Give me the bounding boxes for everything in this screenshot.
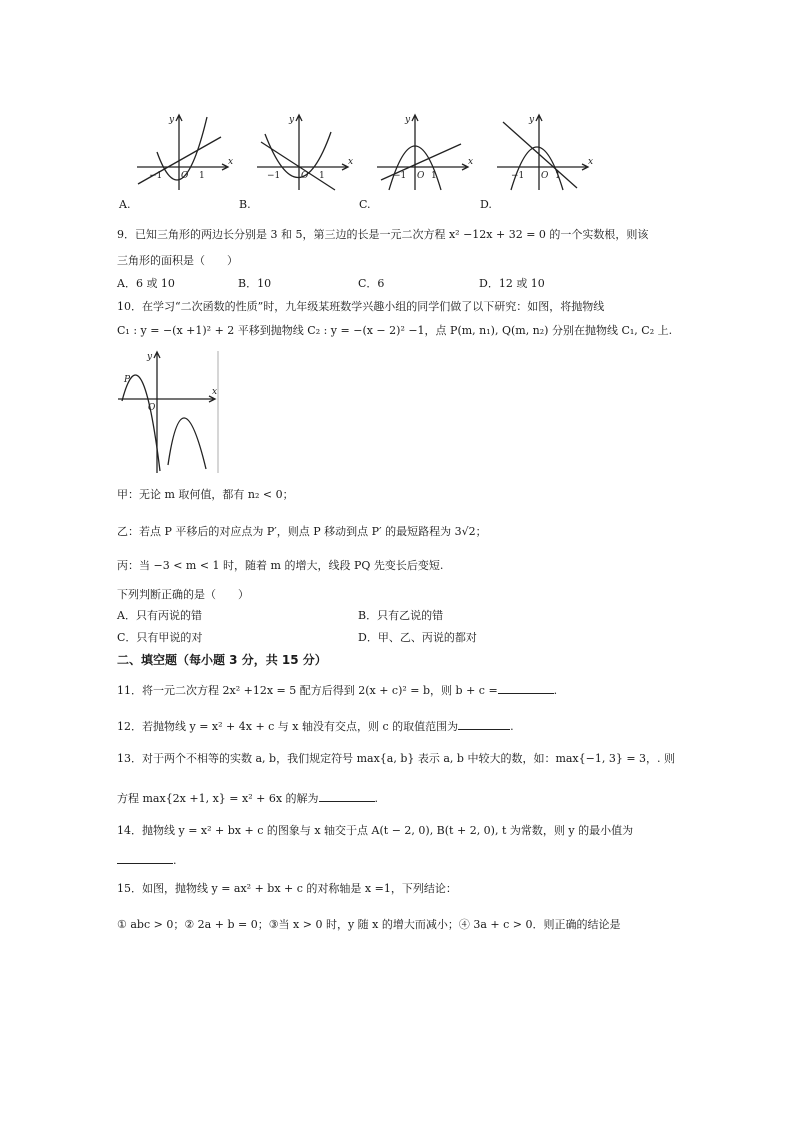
- q12-end: .: [510, 720, 514, 733]
- q11-answer-blank[interactable]: [498, 682, 554, 694]
- q13-text: 方程 max{2x +1, x} = x² + 6x 的解为: [117, 792, 319, 805]
- x-label: x: [212, 387, 218, 397]
- q8-option-c: C.: [359, 198, 371, 211]
- y-label: y: [405, 115, 411, 125]
- origin-label: O: [301, 171, 309, 181]
- q9-choice-b: B．10: [238, 277, 272, 290]
- q9-stem-line2: 三角形的面积是（ ）: [117, 254, 238, 267]
- q12: [117, 718, 514, 734]
- q10-choice-b: B．只有乙说的错: [358, 609, 444, 622]
- q13-answer-blank[interactable]: [319, 790, 375, 802]
- q11: [117, 682, 557, 698]
- graph-option-b: [255, 112, 355, 192]
- origin-label: O: [541, 171, 549, 181]
- parabola-c2: [168, 418, 206, 469]
- x-label: x: [588, 157, 594, 167]
- q10-graph: [116, 349, 220, 475]
- graph-option-c: [375, 112, 475, 192]
- q10-jia: 甲：无论 m 取何值，都有 n₂ < 0；: [117, 488, 294, 501]
- q8-option-b: B.: [239, 198, 251, 211]
- q10-choice-a: A．只有丙说的错: [117, 609, 202, 622]
- q12-answer-blank[interactable]: [458, 718, 510, 730]
- y-label: y: [169, 115, 175, 125]
- q13-line2: [117, 790, 378, 806]
- q8-option-a: A.: [119, 198, 131, 211]
- q15-line2: ① abc > 0；② 2a + b = 0；③当 x > 0 时，y 随 x 的增大而减小；④ 3a + c > 0．则正确的结论是: [117, 918, 621, 931]
- q10-choice-c: C．只有甲说的对: [117, 631, 203, 644]
- p-label: P: [124, 375, 131, 385]
- section-title: 二、填空题（每小题 3 分，共 15 分）: [117, 653, 327, 667]
- q13-line1: 13．对于两个不相等的实数 a, b，我们规定符号 max{a, b} 表示 a, b 中较大的数，如：max{−1, 3} = 3，. 则: [117, 752, 676, 765]
- q10-question: 下列判断正确的是（ ）: [117, 588, 249, 601]
- q11-end: .: [553, 684, 558, 697]
- y-label: y: [147, 352, 153, 362]
- x-label: x: [468, 157, 474, 167]
- q10-stem-line2: C₁ : y = −(x +1)² + 2 平移到抛物线 C₂ : y = −(x − 2)² −1，点 P(m, n₁), Q(m, n₂) 分别在抛物线 C₁, C₂ 上.: [117, 324, 673, 337]
- q14-line1: 14．抛物线 y = x² + bx + c 的图象与 x 轴交于点 A(t − 2, 0), B(t + 2, 0), t 为常数，则 y 的最小值为: [117, 824, 634, 837]
- q10-bing: 丙：当 −3 < m < 1 时，随着 m 的增大，线段 PQ 先变长后变短.: [117, 559, 444, 572]
- q10-yi: 乙：若点 P 平移后的对应点为 P′，则点 P 移动到点 P′ 的最短路程为 3√2；: [117, 525, 487, 538]
- neg-one-label: −1: [267, 171, 281, 181]
- origin-label: O: [417, 171, 425, 181]
- q14-line2: [117, 852, 177, 868]
- graph-option-a: [135, 112, 235, 192]
- q9-choice-a: A．6 或 10: [117, 277, 175, 290]
- neg-one-label: −1: [393, 171, 407, 181]
- q14-end: .: [173, 854, 177, 867]
- neg-one-label: −1: [149, 171, 163, 181]
- one-label: 1: [319, 171, 325, 181]
- q14-answer-blank[interactable]: [117, 852, 173, 864]
- q15-line1: 15．如图，抛物线 y = ax² + bx + c 的对称轴是 x =1，下列结论：: [117, 882, 457, 895]
- parabola-c1: [122, 375, 160, 471]
- q9-choice-d: D．12 或 10: [479, 277, 545, 290]
- q11-text: 11．将一元二次方程 2x² +12x = 5 配方后得到 2(x + c)² = b，则 b + c =: [117, 684, 498, 697]
- q13-end: .: [374, 792, 379, 805]
- q10-choice-d: D．甲、乙、丙说的都对: [358, 631, 477, 644]
- x-label: x: [228, 157, 234, 167]
- graph-option-d: [495, 112, 595, 192]
- neg-one-label: −1: [511, 171, 525, 181]
- y-label: y: [289, 115, 295, 125]
- origin-label: O: [148, 403, 156, 413]
- q9-stem-line1: 9．已知三角形的两边长分别是 3 和 5，第三边的长是一元二次方程 x² −12x + 32 = 0 的一个实数根，则该: [117, 228, 649, 241]
- q9-choice-c: C．6: [358, 277, 385, 290]
- x-label: x: [348, 157, 354, 167]
- y-label: y: [529, 115, 535, 125]
- q12-text: 12．若抛物线 y = x² + 4x + c 与 x 轴没有交点，则 c 的取值范围为: [117, 720, 459, 733]
- q8-option-d: D.: [480, 198, 492, 211]
- one-label: 1: [555, 171, 561, 181]
- q10-stem-line1: 10．在学习“二次函数的性质”时，九年级某班数学兴趣小组的同学们做了以下研究：如图，将抛物线: [117, 300, 605, 313]
- one-label: 1: [431, 171, 437, 181]
- origin-label: O: [181, 171, 189, 181]
- one-label: 1: [199, 171, 205, 181]
